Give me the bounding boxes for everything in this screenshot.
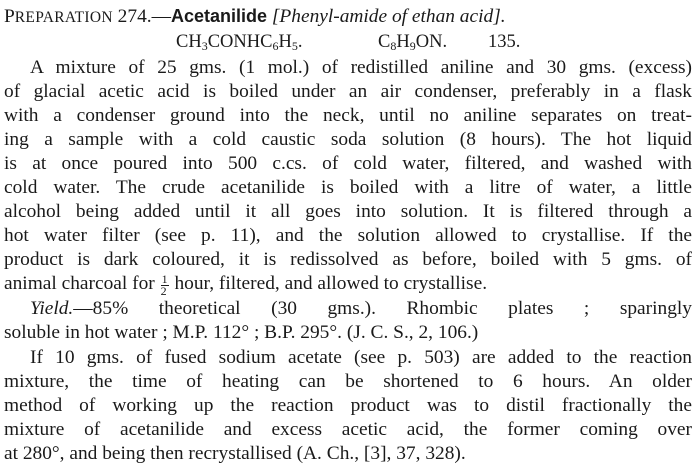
paragraph-line: If 10 gms. of fused sodium acetate (see p. 503) are added to the reaction xyxy=(30,347,692,368)
fraction-half: $\frac{1}{2}$ xyxy=(160,272,168,298)
yield-label: Yield. xyxy=(30,298,74,319)
formula-line xyxy=(176,30,596,54)
paragraph-line: cold water. The crude acetanilide is boiled with a litre of water, a little xyxy=(4,177,692,198)
paragraph-line: A mixture of 25 gms. (1 mol.) of redistilled aniline and 30 gms. (excess) xyxy=(30,57,692,78)
paragraph-line: ing a sample with a cold caustic soda solution (8 hours). The hot liquid xyxy=(4,129,692,150)
yield-line: soluble in hot water ; M.P. 112° ; B.P. 295°. (J. C. S., 2, 106.) xyxy=(4,322,479,343)
paragraph-line: with a condenser ground into the neck, until no aniline separates on treat- xyxy=(4,105,692,126)
molecular-weight: 135. xyxy=(488,32,521,52)
preparation-heading xyxy=(4,4,692,28)
molecular-formula: $C_8H_9ON$. xyxy=(378,32,448,53)
compound-synonym: [Phenyl-amide of ethan acid]. xyxy=(267,6,506,27)
paragraph-line: at 280°, and being then recrystallised (A. Ch., [3], 37, 328). xyxy=(4,443,466,464)
yield-line xyxy=(30,297,692,321)
paragraph-line: hot water filter (see p. 11), and the solution allowed to crystallise. If the xyxy=(4,225,692,246)
paragraph-line: alcohol being added until it all goes into solution. It is filtered through a xyxy=(4,201,692,222)
compound-name: Acetanilide xyxy=(171,6,268,26)
paragraph-line xyxy=(4,272,692,296)
heading-number: 274.— xyxy=(112,6,171,27)
paragraph-line: is at once poured into 500 c.cs. of cold water, filtered, and washed with xyxy=(4,153,692,174)
line-text: animal charcoal for xyxy=(4,273,160,294)
line-text: hour, filtered, and allowed to crystallise. xyxy=(169,273,488,294)
paragraph-line: mixture, the time of heating can be shortened to 6 hours. An older xyxy=(4,371,692,392)
paragraph-line: of glacial acetic acid is boiled under an air condenser, preferably in a flask xyxy=(4,81,692,102)
yield-text: —85% theoretical (30 gms.). Rhombic plates ; sparingly xyxy=(73,298,692,319)
heading-prep-rest: REPARATION xyxy=(14,9,113,26)
paragraph-line: product is dark coloured, it is redissolved as before, boiled with 5 gms. of xyxy=(4,249,692,270)
paragraph-line: mixture of acetanilide and excess acetic acid, the former coming over xyxy=(4,419,692,440)
structural-formula: $CH_3CONHC_6H_5$. xyxy=(176,32,303,53)
heading-prep-initial: P xyxy=(4,6,15,27)
paragraph-line: method of working up the reaction product was to distil fractionally the xyxy=(4,395,692,416)
